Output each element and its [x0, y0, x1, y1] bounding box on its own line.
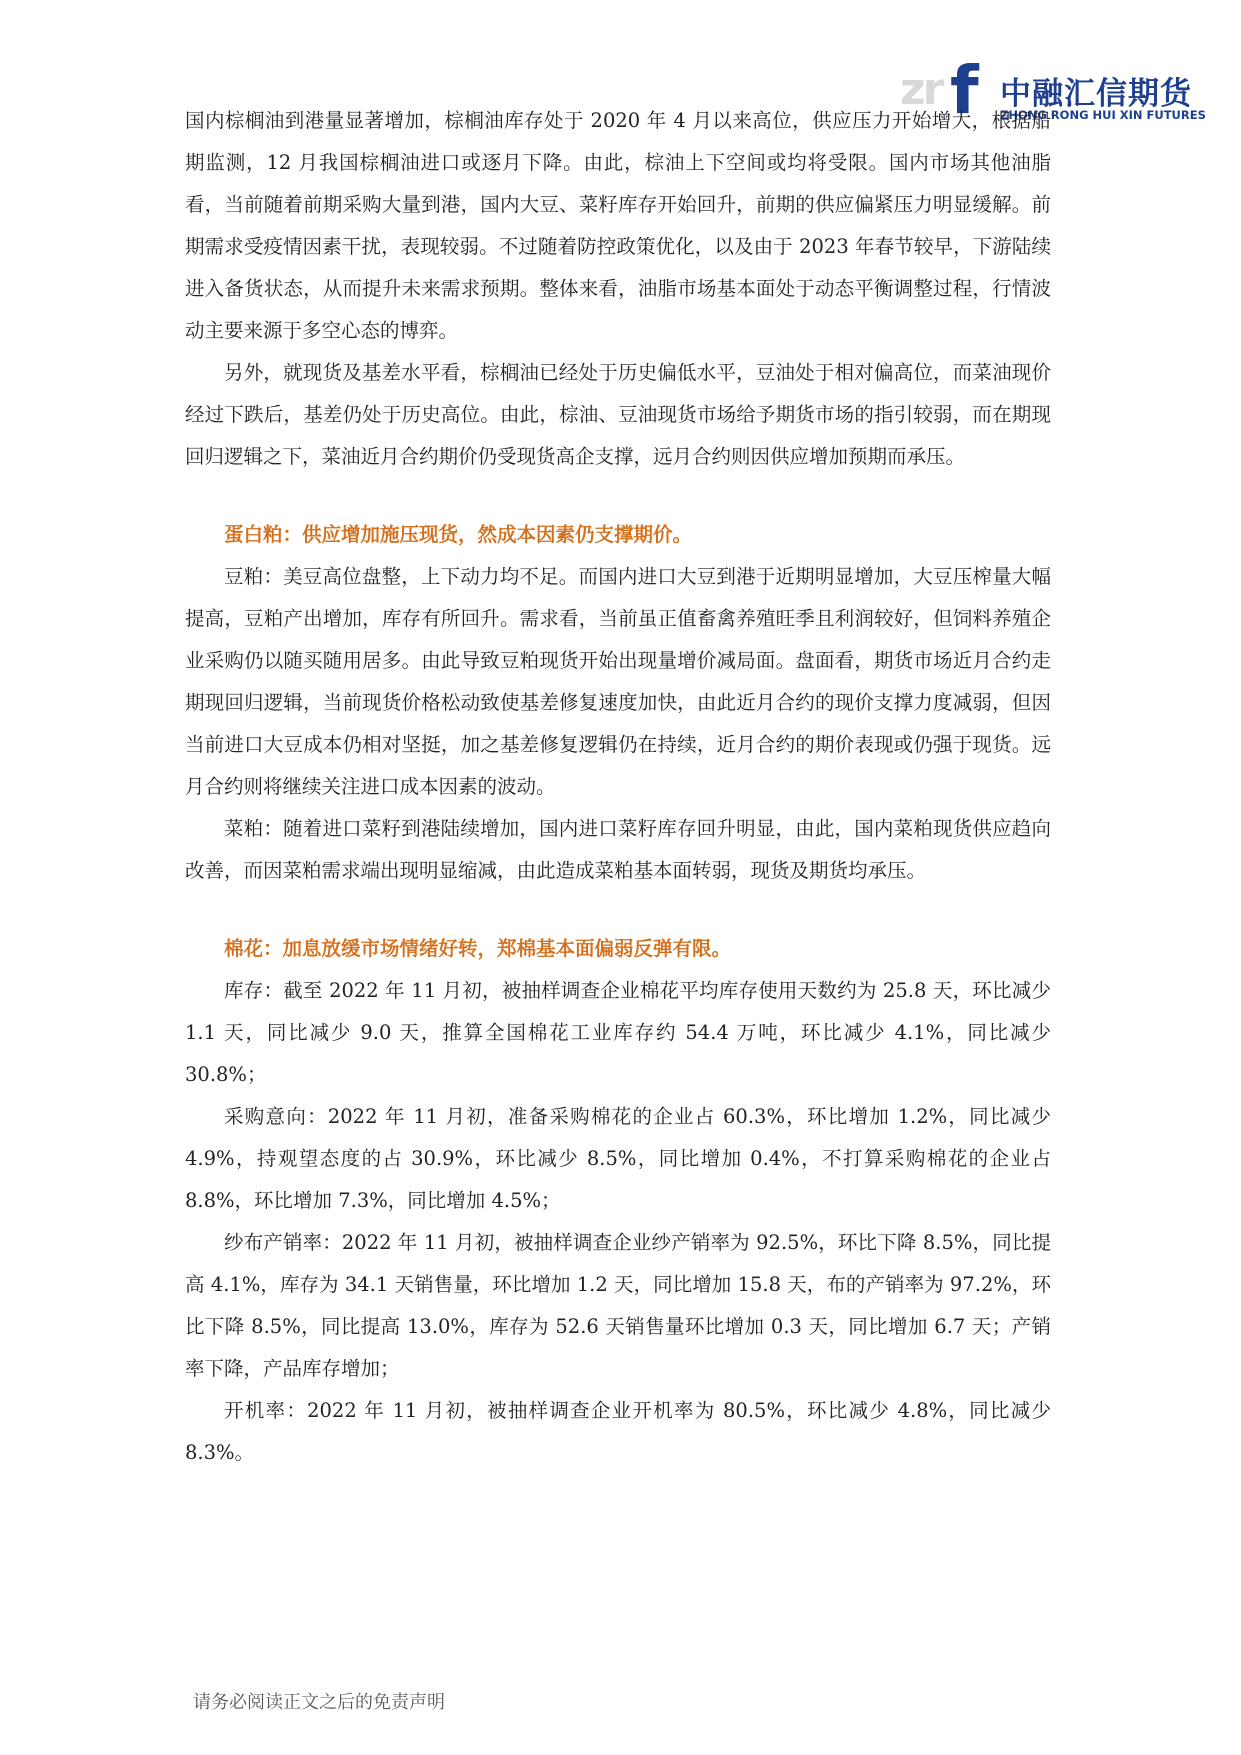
cotton-inventory-paragraph: 库存：截至 2022 年 11 月初，被抽样调查企业棉花平均库存使用天数约为 25.8 天，环比减少 1.1 天，同比减少 9.0 天，推算全国棉花工业库存约 54.4 万吨，环比减少 4.1%，同比减少 30.8%；: [185, 979, 1051, 1086]
rapeseed-meal-paragraph: 菜粕：随着进口菜籽到港陆续增加，国内进口菜籽库存回升明显，由此，国内菜粕现货供应趋向改善，而因菜粕需求端出现明显缩减，由此造成菜粕基本面转弱，现货及期货均承压。: [185, 817, 1051, 882]
logo-mark: zr: [900, 64, 942, 115]
operating-rate-paragraph: 开机率：2022 年 11 月初，被抽样调查企业开机率为 80.5%，环比减少 4.8%，同比减少 8.3%。: [185, 1399, 1051, 1464]
logo-english-name: ZHONG RONG HUI XIN FUTURES: [1000, 108, 1206, 122]
logo-chinese-name: 中融汇信期货: [1000, 76, 1192, 112]
cotton-purchase-paragraph: 采购意向：2022 年 11 月初，准备采购棉花的企业占 60.3%，环比增加 1.2%，同比减少 4.9%，持观望态度的占 30.9%，环比减少 8.5%，同比增加 0.4%，不打算采购棉花的企业占 8.8%，环比增加 7.3%，同比增加 4.5%；: [185, 1105, 1051, 1212]
meal-heading: 蛋白粕：供应增加施压现货，然成本因素仍支撑期价。: [224, 523, 693, 546]
yarn-sales-paragraph: 纱布产销率：2022 年 11 月初，被抽样调查企业纱产销率为 92.5%，环比下降 8.5%，同比提高 4.1%，库存为 34.1 天销售量，环比增加 1.2 天，同比增加 15.8 天，布的产销率为 97.2%，环比下降 8.5%，同比提高 13.0%，库存为 52.6 天销售量环比增加 0.3 天，同比增加 6.7 天；产销率下降，产品库存增加；: [185, 1231, 1051, 1380]
soymeal-paragraph: 豆粕：美豆高位盘整，上下动力均不足。而国内进口大豆到港于近期明显增加，大豆压榨量大幅提高，豆粕产出增加，库存有所回升。需求看，当前虽正值畜禽养殖旺季且利润较好，但饲料养殖企业采购仍以随买随用居多。由此导致豆粕现货开始出现量增价减局面。盘面看，期货市场近月合约走期现回归逻辑，当前现货价格松动致使基差修复速度加快，由此近月合约的现价支撑力度减弱，但因当前进口大豆成本仍相对坚挺，加之基差修复逻辑仍在持续，近月合约的期价表现或仍强于现货。远月合约则将继续关注进口成本因素的波动。: [185, 565, 1051, 798]
cotton-heading: 棉花：加息放缓市场情绪好转，郑棉基本面偏弱反弹有限。: [224, 937, 732, 960]
document-body: [185, 100, 1051, 1474]
logo-letter: f: [950, 52, 979, 129]
oils-paragraph-2: 另外，就现货及基差水平看，棕榈油已经处于历史偏低水平，豆油处于相对偏高位，而菜油现价经过下跌后，基差仍处于历史高位。由此，棕油、豆油现货市场给予期货市场的指引较弱，而在期现回归逻辑之下，菜油近月合约期价仍受现货高企支撑，远月合约则因供应增加预期而承压。: [185, 361, 1051, 468]
oils-paragraph-1: 国内棕榈油到港量显著增加，棕榈油库存处于 2020 年 4 月以来高位，供应压力开始增大，根据船期监测，12 月我国棕榈油进口或逐月下降。由此，棕油上下空间或均将受限。国内市场其他油脂看，当前随着前期采购大量到港，国内大豆、菜籽库存开始回升，前期的供应偏紧压力明显缓解。前期需求受疫情因素干扰，表现较弱。不过随着防控政策优化，以及由于 2023 年春节较早，下游陆续进入备货状态，从而提升未来需求预期。整体来看，油脂市场基本面处于动态平衡调整过程，行情波动主要来源于多空心态的博弈。: [185, 109, 1051, 342]
footer-disclaimer: 请务必阅读正文之后的免责声明: [193, 1692, 445, 1713]
